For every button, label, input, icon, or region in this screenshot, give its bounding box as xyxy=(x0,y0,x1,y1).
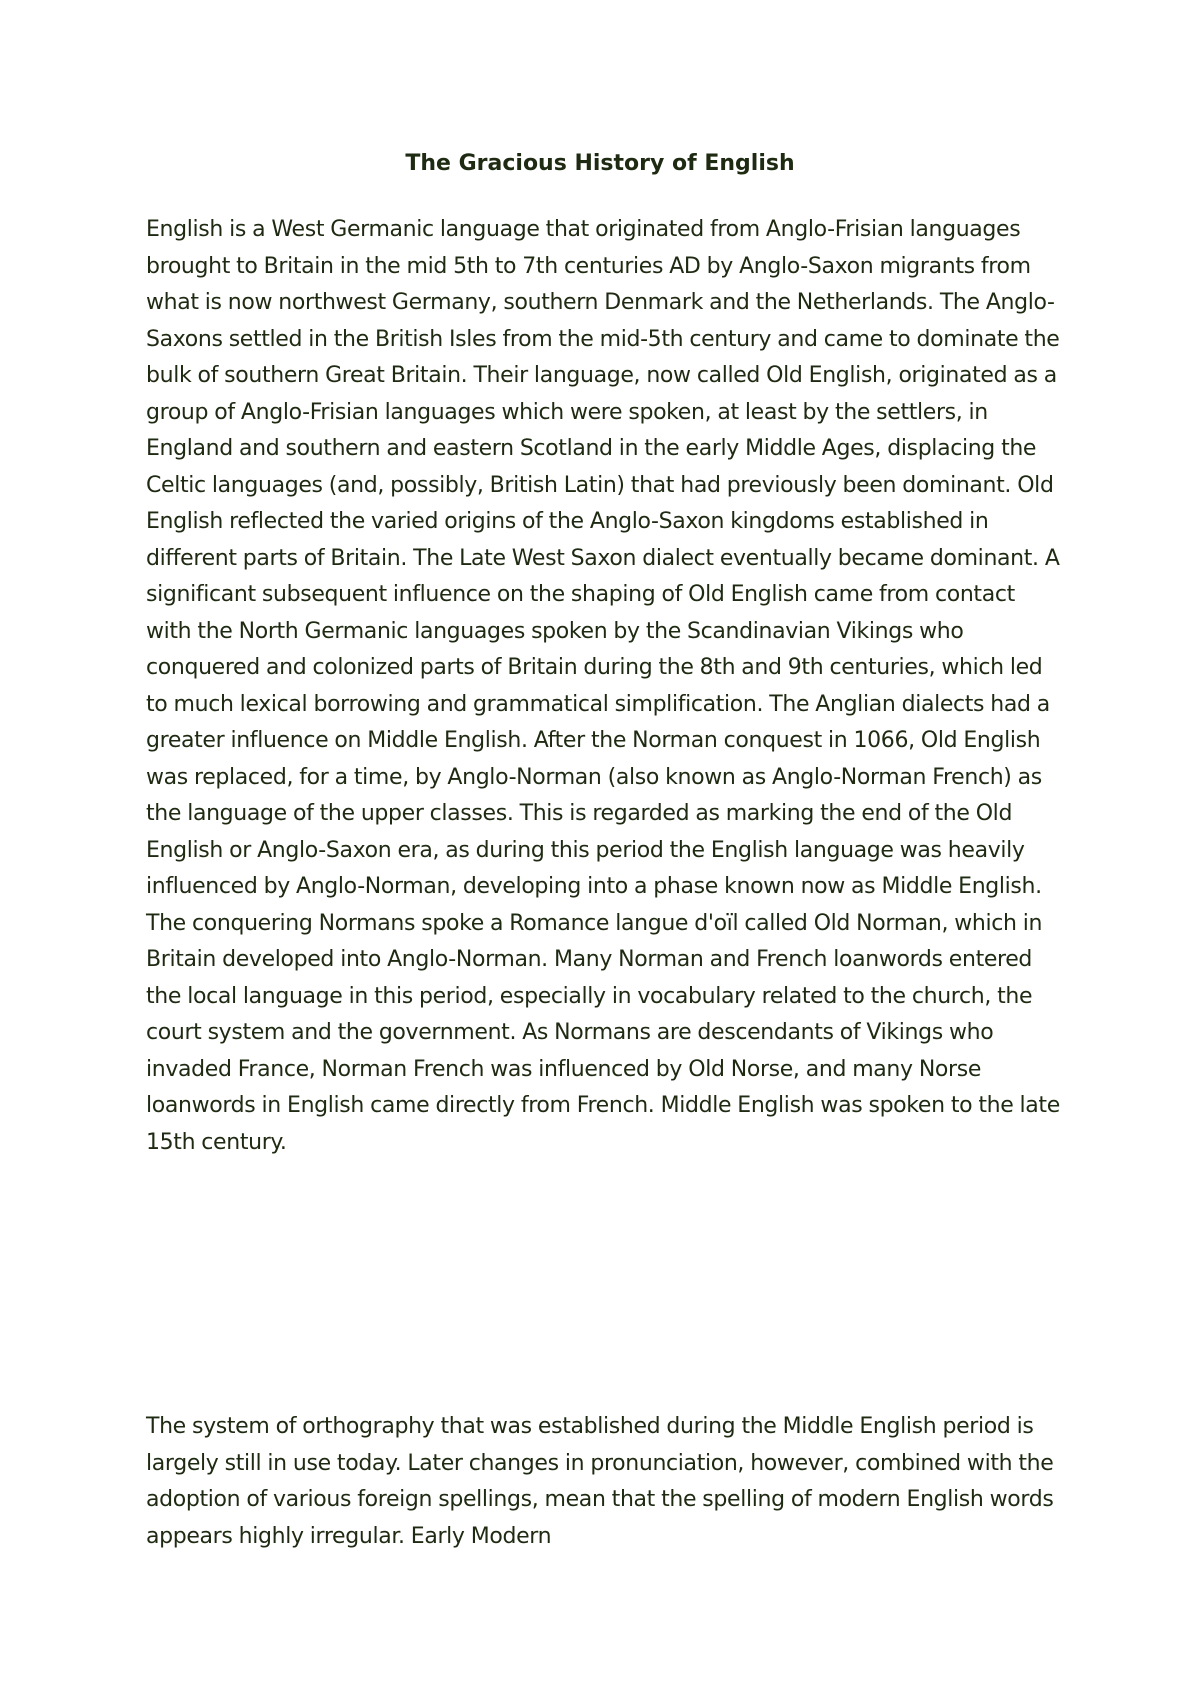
document-title: The Gracious History of English xyxy=(405,151,795,176)
paragraph-2: The system of orthography that was established during the Middle English period is largely still in use today. Later changes in pronunciation, however, combined with the adoption of various foreign spellings, mean that the spelling of modern English words appears highly irregular. Early Modern xyxy=(146,1414,1054,1549)
paragraph-1: English is a West Germanic language that originated from Anglo-Frisian languages brought to Britain in the mid 5th to 7th centuries AD by Anglo-Saxon migrants from what is now northwest Germany, southern Denmark and the Netherlands. The Anglo-Saxons settled in the British Isles from the mid-5th century and came to dominate the bulk of southern Great Britain. Their language, now called Old English, originated as a group of Anglo-Frisian languages which were spoken, at least by the settlers, in England and southern and eastern Scotland in the early Middle Ages, displacing the Celtic languages (and, possibly, British Latin) that had previously been dominant. Old English reflected the varied origins of the Anglo-Saxon kingdoms established in different parts of Britain. The Late West Saxon dialect eventually became dominant. A significant subsequent influence on the shaping of Old English came from contact with the North Germanic languages spoken by the Scandinavian Vikings who conquered and colonized parts of Britain during the 8th and 9th centuries, which led to much lexical borrowing and grammatical simplification. The Anglian dialects had a greater influence on Middle English. After the Norman conquest in 1066, Old English was replaced, for a time, by Anglo-Norman (also known as Anglo-Norman French) as the language of the upper classes. This is regarded as marking the end of the Old English or Anglo-Saxon era, as during this period the English language was heavily influenced by Anglo-Norman, developing into a phase known now as Middle English. The conquering Normans spoke a Romance langue d'oïl called Old Norman, which in Britain developed into Anglo-Norman. Many Norman and French loanwords entered the local language in this period, especially in vocabulary related to the church, the court system and the government. As Normans are descendants of Vikings who invaded France, Norman French was influenced by Old Norse, and many Norse loanwords in English came directly from French. Middle English was spoken to the late 15th century. xyxy=(146,217,1060,1155)
